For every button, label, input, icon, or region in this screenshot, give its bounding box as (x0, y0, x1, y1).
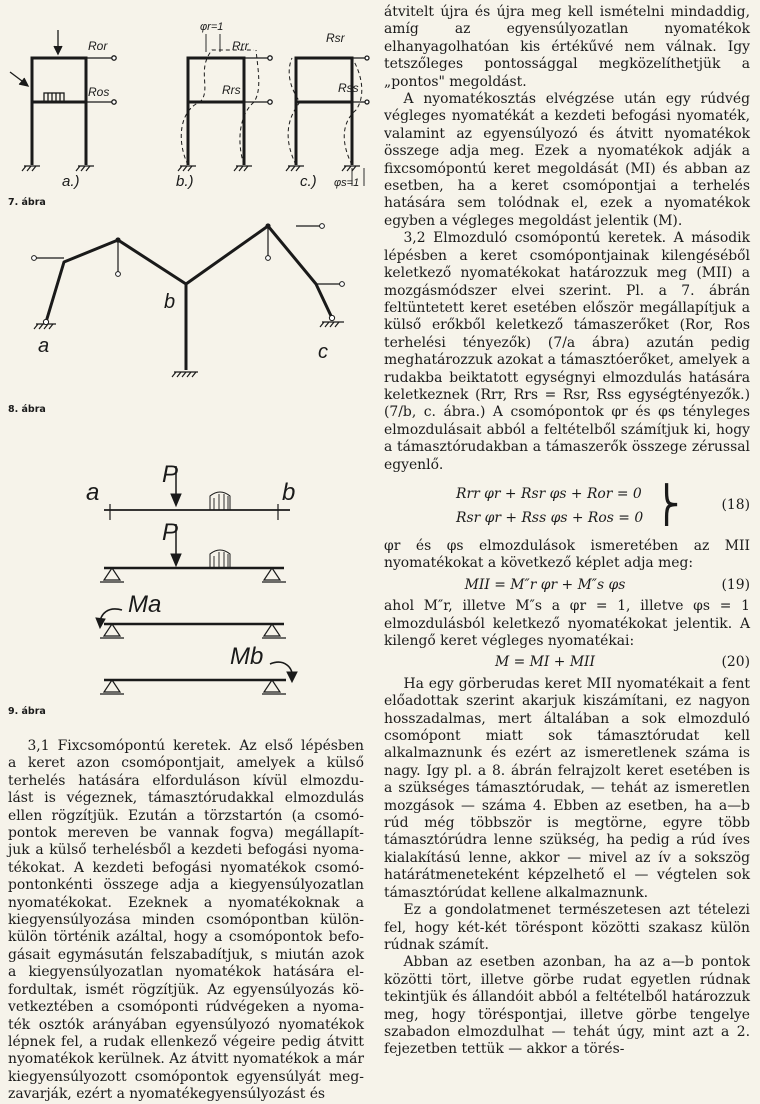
fig7-label-ror: Ror (88, 39, 108, 53)
fig7a-frame (32, 58, 86, 165)
left-text-line: külön történik azáltal, hogy a csomópontok befo- (8, 929, 364, 946)
left-text-line: 3,1 Fixcsomópontú keretek. Az első lépésben (27, 738, 364, 754)
fig7-label-phis: φs=1 (334, 177, 360, 189)
left-paragraph (8, 738, 364, 1104)
left-text-line: ellen rögzítjük. Ezután a törzstartón (a csomó- (8, 807, 364, 824)
paragraph-curved-frame: Ha egy görberudas keret MII nyomatékait a fent előadottak szerint akarjuk kiszámítani, ez nagyon hosszadalmas, mert általában a sok elmozduló csomópont miatt sok támasztórudat kell alkalmaznunk és ezért az ismeretlenek száma is nagy. Igy pl. a 8. ábrán felrajzolt keret esetében is a szükséges támasztórudak, — tehát az ismeretlen mozgások — száma 4. Ebben az esetben, ha a—b rúd még többször is megtörne, egyre több támasztórúdra lenne szükség, ha pedig a rúd íves kialakítású lenne, akkor — mivel az ív a sokszög határátmeneteként képzelhető el — végtelen sok támasztórúdat kellene alkalmaznunk. (384, 675, 750, 901)
left-text-line: zavarják, ezért a nyomatékegyensúlyozást és (8, 1086, 326, 1103)
left-text-line: lást is végeznek, támasztórudakkal elmozdulás (8, 790, 364, 807)
fig7-label-rss: Rss (338, 81, 359, 95)
left-text-line: vetkeztében a csomóponti rúdvégeken a nyoma- (8, 999, 364, 1016)
equation-20-number: (20) (721, 654, 750, 671)
left-text-line: lépnek fel, a rudak ellenkező végeire pedig átvitt (8, 1033, 364, 1050)
fig8-label-a: a (38, 335, 50, 357)
equation-18 (384, 482, 750, 530)
fig7-sub-b: b.) (176, 173, 194, 190)
paragraph-single-bar: Abban az esetben azonban, ha az a—b pontok közötti tört, illetve görbe rudat egyetlen rúdnak tekintjük és állandóit abból a feltételből határozzuk meg, hogy töréspontjai, illetve görbe tengelye szabadon elmozdulhat — tehát úgy, mint azt a 2. fejezetben tettük — akkor a törés- (384, 954, 750, 1058)
fig7-caption: 7. ábra (8, 197, 46, 208)
left-text-line: juk a külső terhelésből a kezdeti befogási nyoma- (8, 842, 364, 859)
fig7-label-ros: Ros (88, 85, 110, 99)
fig8-label-c: c (318, 341, 328, 363)
left-text-line: ték osztók arányában egyensúlyozó nyomatékok (8, 1016, 364, 1033)
left-text-line: a keret azon csomópontjait, amelyek a külső (8, 755, 364, 772)
equation-19-number: (19) (721, 576, 750, 593)
fig9-label-p1: P (162, 461, 179, 488)
left-text-line: pontok mereven be vannak fogva) megállapít- (8, 825, 364, 842)
left-text-line: kiegyensúlyozott csomópontok egyensúlyát meg- (8, 1068, 364, 1085)
left-text-line: nyomatékok kerülnek. Az átvitt nyomatékok a már (8, 1051, 364, 1068)
brace-icon: ⎬ (653, 484, 680, 526)
left-text-line: gásait egymásután felszabadítjuk, s miután azok (8, 946, 364, 963)
fig7b-frame (188, 58, 244, 165)
paragraph-where: ahol M″r, illetve M″s a φr = 1, illetve φs = 1 elmozdulásból keletkező nyomatékokat jelentik. A kilengő keret végleges nyomatékai: (384, 598, 750, 649)
equation-18-line-2: Rsr φr + Rss φs + Ros = 0 (456, 509, 644, 526)
paragraph-final-moments: A nyomatékosztás elvégzése után egy rúdvég végleges nyomatékát a kezdeti befogási nyomaték, valamint az egyensúlyozó és átvitt nyomatékok összege adja meg. Ezek a nyomatékok adják a fixcsomópontú keret megoldását (MI) és abban az esetben, ha a keret csomópontjai a terhelés hatására sem tolódnak el, ezek a nyomatékok egyben a végleges megoldást jelentik (M). (384, 91, 750, 229)
fig7-label-rrs: Rrs (222, 83, 241, 97)
left-text-line: pontonkénti összege adja a kiegyensúlyozatlan (8, 877, 364, 894)
fig7c-frame (296, 58, 352, 165)
fig7b-deformed (181, 50, 259, 165)
equation-18-number: (18) (721, 497, 750, 514)
fig7-label-rsr: Rsr (326, 31, 345, 45)
equation-20-body: M = MI + MII (494, 654, 596, 671)
left-text-line: terhelés hatására elforduláson kívül elmozdu- (8, 772, 364, 789)
paragraph-section-3-2: 3,2 Elmozduló csomópontú keretek. A második lépésben a keret csomópontjainak kilengéséből keletkező nyomatékokat határozzuk meg (MII) a mozgásmódszer elvei szerint. Pl. a 7. ábrán feltüntetett keret esetében először megállapítjuk a külső erőkből keletkező támaszerőket (Ror, Ros terhelési tényezők) (7/a ábra) azután pedig meghatározzuk azokat a támasztóerőket, amelyek a rudakba beiktatott egységnyi elmozdulás hatására keletkeznek (Rrr, Rrs = Rsr, Rss egységtényezők.) (7/b, c. ábra.) A csomópontok φr és φs tényleges elmozdulásait abból a feltételből számítjuk ki, hogy a támasztórudakban a támaszerők összege zérussal egyenlő. (384, 230, 750, 473)
right-column (384, 4, 750, 1059)
fig9-diagram (96, 466, 297, 694)
fig9-label-ma: Ma (128, 591, 162, 618)
fig7-label-rrr: Rrr (232, 39, 249, 53)
paragraph-moments-formula: φr és φs elmozdulások ismeretében az MII nyomatékokat a következő képlet adja meg: (384, 537, 750, 572)
equation-20 (384, 654, 750, 671)
fig7-sub-a: a.) (62, 173, 80, 190)
fig8-caption: 8. ábra (8, 404, 46, 415)
left-text-line: a kiegyensúlyozatlan nyomatékok hatására el- (8, 964, 364, 981)
fig8-label-b: b (164, 291, 176, 313)
fig9-label-p2: P (162, 519, 179, 546)
fig7-label-phir: φr=1 (200, 21, 224, 33)
left-column (8, 738, 364, 1104)
equation-19 (384, 577, 750, 594)
fig9-label-mb: Mb (230, 643, 264, 670)
fig9-label-a: a (86, 479, 100, 506)
equation-18-line-1: Rrr φr + Rsr φs + Ror = 0 (456, 485, 642, 502)
figures-panel (0, 0, 370, 730)
fig7-sub-c: c.) (300, 173, 317, 190)
left-text-line: fordultak, ismét rögzítjük. Az egyensúlyozás kö- (8, 981, 364, 998)
left-text-line: kiegyensúlyozása minden csomópontban külön- (8, 912, 364, 929)
left-text-line: tékokat. A kezdeti befogási nyomatékok csomó- (8, 859, 364, 876)
paragraph-assumption: Ez a gondolatmenet természetesen azt tételezi fel, hogy két-két töréspont közötti szakasz külön rúdnak számít. (384, 902, 750, 953)
fig9-caption: 9. ábra (8, 706, 46, 717)
paragraph-continuation: átvitelt újra és újra meg kell ismételni mindaddig, amíg az egyensúlyozatlan nyomatékok elhanyagolhatóan kis értékűvé nem válnak. Igy tetszőleges pontossággal megközelíthetjük a „pontos" megoldást. (384, 4, 750, 90)
fig7-supports (22, 166, 360, 171)
left-text-line: nyomatékokat. Ezeknek a nyomatékoknak a (8, 894, 364, 911)
equation-19-body: MII = M″r φr + M″s φs (464, 576, 626, 593)
fig8-frame (32, 223, 345, 377)
fig9-label-b: b (282, 479, 296, 506)
